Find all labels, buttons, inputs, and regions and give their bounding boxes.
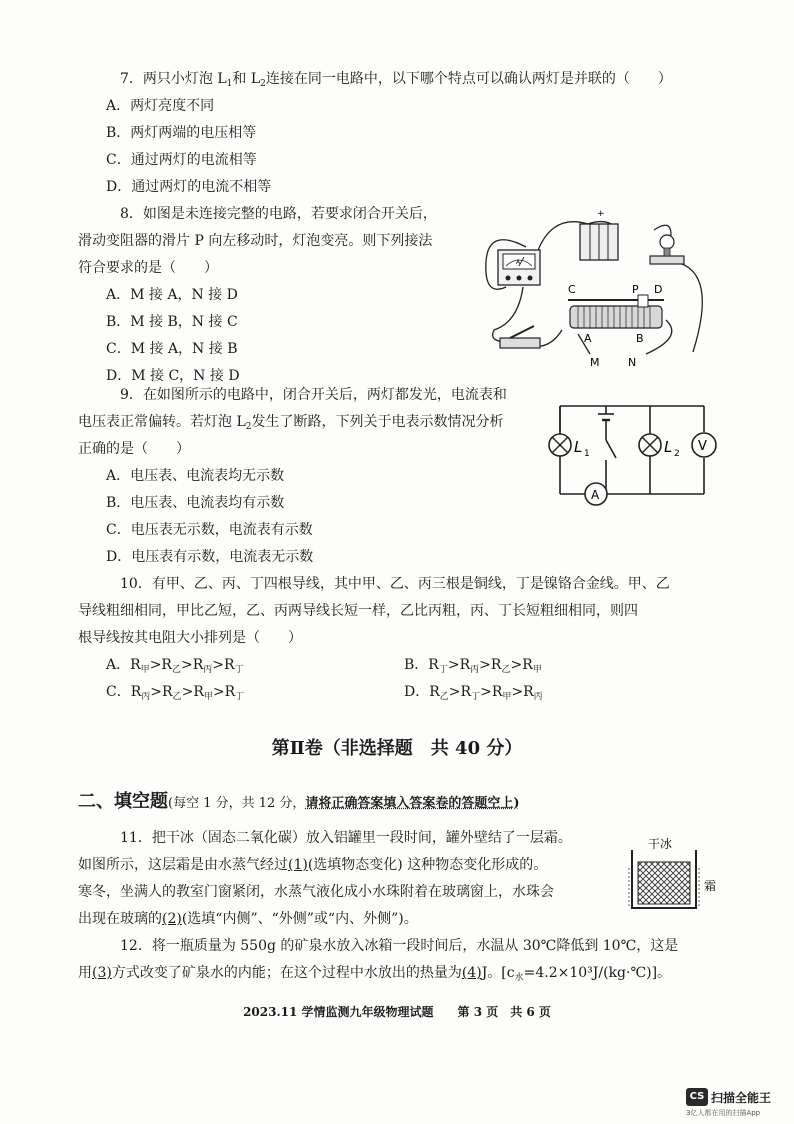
ammeter-icon: [498, 250, 540, 285]
q8-circuit-figure: [478, 202, 714, 372]
section2-header: 二、填空题(每空 1 分，共 12 分，请将正确答案填入答案卷的答题空上): [78, 791, 520, 812]
q10-option-d: D．$R_乙>R_丁>R_甲>R_丙$: [404, 684, 543, 702]
lamp-l1-icon: [549, 434, 590, 459]
svg-text:D: D: [654, 283, 663, 296]
q9-option-d: D．电压表有示数，电流表无示数: [106, 549, 314, 565]
q8-option-a: A．M 接 A，N 接 D: [106, 287, 238, 303]
q11-stem-line2: 如图所示，这层霜是由水蒸气经过(1)(选填物态变化) 这种物态变化形成的。: [78, 857, 548, 873]
svg-text:霜: 霜: [704, 879, 717, 893]
q12-stem-line1: 12．将一瓶质量为 550g 的矿泉水放入冰箱一段时间后，水温从 30℃降低到 10℃，这是: [120, 938, 679, 954]
svg-text:V: V: [698, 439, 707, 454]
q9-option-b: B．电压表、电流表均有示数: [106, 495, 285, 511]
q10-stem-line3: 根导线按其电阻大小排列是（ ）: [78, 630, 302, 646]
svg-text:M: M: [590, 356, 600, 369]
page-footer: 2023.11 学情监测九年级物理试题 第 3 页 共 6 页: [243, 1005, 551, 1019]
blank-1[interactable]: (1): [288, 857, 308, 873]
svg-text:P: P: [632, 283, 639, 296]
q10-stem-line2: 导线粗细相同，甲比乙短，乙、丙两导线长短一样，乙比丙粗，丙、丁长短粗细相同，则四: [78, 603, 638, 619]
svg-text:1: 1: [584, 449, 590, 459]
q11-stem-line3: 寒冬，坐满人的教室门窗紧闭，水蒸气液化成小水珠附着在玻璃窗上，水珠会: [78, 884, 554, 900]
q8-stem-line3: 符合要求的是（ ）: [78, 260, 218, 276]
svg-text:N: N: [628, 356, 637, 369]
q8-stem-line2: 滑动变阻器的滑片 P 向左移动时，灯泡变亮。则下列接法: [78, 233, 433, 249]
q9-option-c: C．电压表无示数，电流表有示数: [106, 522, 313, 538]
svg-text:B: B: [636, 332, 644, 345]
svg-text:+: +: [597, 209, 605, 219]
q7-option-c: C．通过两灯的电流相等: [106, 152, 257, 168]
svg-text:A: A: [591, 488, 600, 502]
scanner-logo-icon: CS: [686, 1088, 708, 1106]
q8-stem-line1: 8．如图是未连接完整的电路，若要求闭合开关后，: [120, 206, 437, 222]
lamp-l2-icon: [639, 434, 680, 459]
q8-option-b: B．M 接 B，N 接 C: [106, 314, 238, 330]
q9-option-a: A．电压表、电流表均无示数: [106, 468, 285, 484]
q8-option-c: C．M 接 A，N 接 B: [106, 341, 238, 357]
scanner-watermark: CS 扫描全能王 3亿人都在用的扫描App: [686, 1087, 782, 1119]
blank-2[interactable]: (2): [162, 911, 182, 927]
lamp-icon: [650, 235, 684, 264]
blank-4[interactable]: (4): [461, 965, 482, 981]
q12-stem-line2: 用(3)方式改变了矿泉水的内能；在这个过程中水放出的热量为(4)J。$[c_水=4.2\times 10^3J/(kg\cdot℃)]$。: [78, 965, 672, 983]
svg-text:C: C: [568, 283, 576, 296]
q11-stem-line4: 出现在玻璃的(2)(选填“内侧”、“外侧”或“内、外侧”)。: [78, 911, 418, 927]
q7-stem: 7．两只小灯泡 $L_1$和 $L_2$连接在同一电路中，以下哪个特点可以确认两灯是并联的（ ）: [120, 71, 672, 89]
ammeter-icon: [585, 483, 607, 505]
battery-icon: [580, 209, 618, 260]
q9-circuit-figure: [548, 396, 720, 514]
q8-option-d: D．M 接 C，N 接 D: [106, 368, 240, 384]
section2-title: 二、填空题: [78, 791, 168, 812]
part2-title: 第Ⅱ卷（非选择题 共 40 分）: [271, 738, 523, 759]
q11-stem-line1: 11．把干冰（固态二氧化碳）放入铝罐里一段时间，罐外壁结了一层霜。: [120, 830, 572, 846]
q10-option-c: C．$R_丙>R_乙>R_甲>R_丁$: [106, 684, 245, 702]
switch-icon: [500, 326, 540, 348]
q9-stem-line2: 电压表正常偏转。若灯泡 $L_2$发生了断路，下列关于电表示数情况分析: [78, 414, 504, 432]
svg-text:A: A: [516, 259, 521, 266]
q10-option-a: A．$R_甲>R_乙>R_丙>R_丁$: [106, 657, 244, 675]
q10-stem-line1: 10．有甲、乙、丙、丁四根导线，其中甲、乙、丙三根是铜线，丁是镍铬合金线。甲、乙: [120, 576, 670, 592]
rheostat-icon: [568, 283, 664, 345]
svg-text:2: 2: [674, 449, 680, 459]
blank-3[interactable]: (3): [92, 965, 112, 981]
q7-option-d: D．通过两灯的电流不相等: [106, 179, 272, 195]
q10-option-b: B．$R_丁>R_丙>R_乙>R_甲$: [404, 657, 542, 675]
q7-option-b: B．两灯两端的电压相等: [106, 125, 257, 141]
svg-text:L: L: [574, 438, 583, 456]
voltmeter-icon: [692, 433, 716, 457]
svg-text:干冰: 干冰: [648, 837, 673, 851]
q11-dry-ice-figure: [628, 828, 720, 916]
q7-option-a: A．两灯亮度不同: [106, 98, 215, 114]
q9-stem-line3: 正确的是（ ）: [78, 441, 190, 457]
svg-text:A: A: [584, 332, 592, 345]
svg-text:L: L: [664, 438, 673, 456]
q9-stem-line1: 9．在如图所示的电路中，闭合开关后，两灯都发光，电流表和: [120, 387, 507, 403]
